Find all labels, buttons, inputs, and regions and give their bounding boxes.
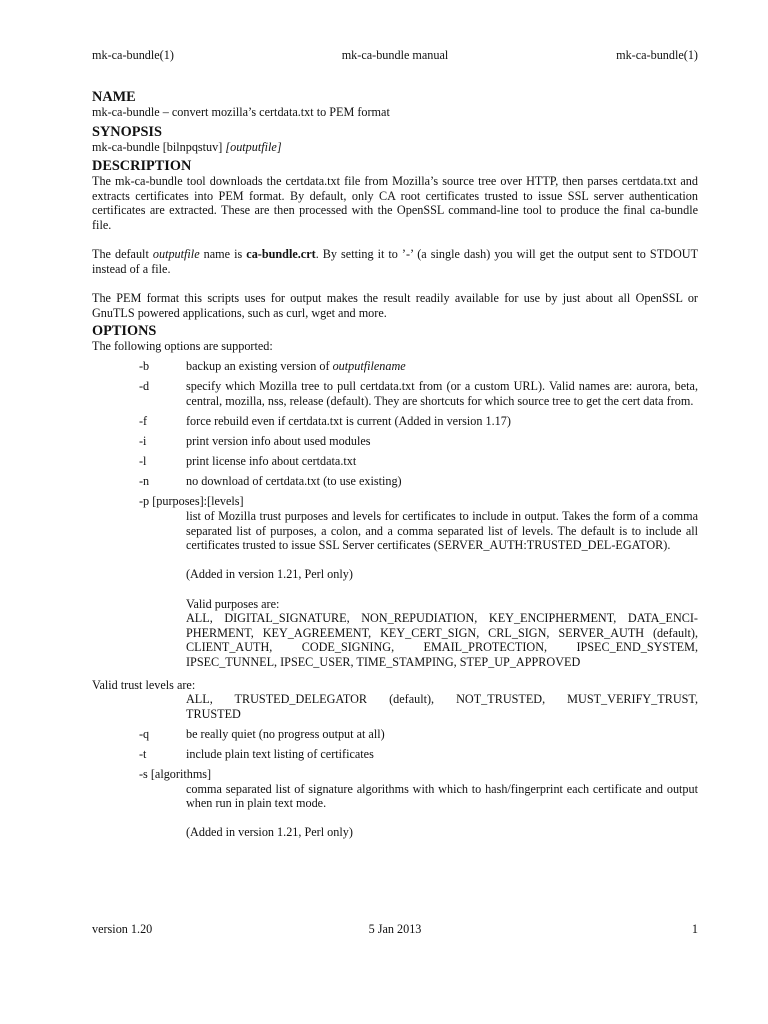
option-q [139, 727, 698, 742]
trust-levels-line-1: ALL, TRUSTED_DELEGATOR (default), NOT_TRUSTED, MUST_VERIFY_TRUST, [186, 692, 698, 707]
option-n [139, 474, 698, 489]
options-intro: The following options are supported: [92, 339, 273, 354]
footer-center: 5 Jan 2013 [368, 922, 422, 936]
description-para-2 [92, 247, 698, 276]
option-t [139, 747, 698, 762]
option-p-flag: -p [purposes]:[levels] [139, 494, 244, 509]
option-d-text: specify which Mozilla tree to pull certdata.txt from (or a custom URL). Valid names are: aurora, beta, central, mozilla, nss, release (default). They are shortcuts for which source tree to get the cert data from. [186, 379, 698, 408]
option-i [139, 434, 698, 449]
option-p-purposes-line-1: ALL, DIGITAL_SIGNATURE, NON_REPUDIATION, KEY_ENCIPHERMENT, DATA_ENCI- [186, 611, 698, 626]
name-text: mk-ca-bundle – convert mozilla’s certdata.txt to PEM format [92, 105, 390, 119]
footer-right: 1 [691, 922, 698, 936]
option-s-flag: -s [algorithms] [139, 766, 212, 781]
option-p-added: (Added in version 1.21, Perl only) [186, 567, 353, 582]
synopsis-text [92, 140, 698, 155]
option-l [139, 454, 698, 469]
option-n-text: no download of certdata.txt (to use existing) [186, 474, 402, 489]
description-para-3: The PEM format this scripts uses for output makes the result readily available for use by just about all OpenSSL or GnuTLS powered applications, such as curl, wget and more. [92, 290, 698, 320]
option-b-em: outputfilename [332, 359, 406, 374]
para2-text-c: . By setting it to ’-’ (a single dash) you will get the output sent to STDOUT instead of a file. [92, 247, 699, 276]
option-d [139, 379, 698, 408]
header-right: mk-ca-bundle(1) [616, 48, 698, 62]
option-p-desc: list of Mozilla trust purposes and levels for certificates to include in output. Takes the form of a comma separated list of purposes, a colon, and a comma separated list of levels. The default is to include all certificates trusted to issue SSL Server certificates (SERVER_AUTH:TRUSTED_DEL-EGATOR). [186, 508, 698, 553]
name-heading: NAME [92, 89, 136, 105]
option-t-text: include plain text listing of certificates [186, 746, 374, 761]
option-t-flag: -t [139, 746, 147, 761]
option-p-purposes-line-2: PHERMENT, KEY_AGREEMENT, KEY_CERT_SIGN, CRL_SIGN, SERVER_AUTH (default), [186, 625, 698, 640]
page-header [92, 48, 698, 64]
description-para-1: The mk-ca-bundle tool downloads the certdata.txt file from Mozilla’s source tree over HTTP, then parses certdata.txt and extracts certificates into PEM format. By default, only CA root certificates trusted to issue SSL server authentication certificates are extracted. These are then processed with the OpenSSL command-line tool to produce the final ca-bundle file. [92, 174, 698, 232]
synopsis-command: mk-ca-bundle [bilnpqstuv] [92, 139, 223, 154]
option-p-purposes-line-3: CLIENT_AUTH, CODE_SIGNING, EMAIL_PROTECTION, IPSEC_END_SYSTEM, [186, 640, 698, 655]
description-heading: DESCRIPTION [92, 158, 192, 175]
option-s-desc: comma separated list of signature algorithms with which to hash/fingerprint each certificate and output when run in plain text mode. [186, 781, 698, 811]
option-l-flag: -l [139, 454, 147, 469]
option-l-text: print license info about certdata.txt [186, 454, 357, 469]
option-p-purposes-line-4: IPSEC_TUNNEL, IPSEC_USER, TIME_STAMPING, STEP_UP_APPROVED [186, 654, 581, 669]
option-b-text: backup an existing version of [186, 359, 330, 374]
option-b [139, 359, 698, 374]
option-f-text: force rebuild even if certdata.txt is current (Added in version 1.17) [186, 414, 511, 428]
option-b-flag: -b [139, 359, 150, 374]
trust-levels-line-2: TRUSTED [186, 706, 241, 721]
page-body [92, 89, 698, 840]
option-i-flag: -i [139, 434, 147, 449]
synopsis-arg: [outputfile] [225, 139, 282, 154]
synopsis-heading: SYNOPSIS [92, 123, 162, 140]
option-q-text: be really quiet (no progress output at all) [186, 726, 385, 741]
para2-text-b: name is [203, 247, 243, 262]
option-q-flag: -q [139, 726, 150, 741]
option-i-text: print version info about used modules [186, 434, 371, 449]
header-center: mk-ca-bundle manual [341, 48, 449, 62]
header-left: mk-ca-bundle(1) [92, 48, 174, 62]
option-n-flag: -n [139, 474, 150, 489]
option-f [139, 414, 698, 429]
trust-levels-label: Valid trust levels are: [92, 677, 196, 692]
options-heading: OPTIONS [92, 323, 157, 340]
para2-filename: ca-bundle.crt [246, 247, 316, 262]
page-footer [92, 922, 698, 938]
para2-text-a: The default [92, 247, 149, 262]
para2-outputfile: outputfile [152, 247, 200, 262]
option-f-flag: -f [139, 414, 148, 428]
option-s-added: (Added in version 1.21, Perl only) [186, 825, 353, 840]
option-p-purposes-label: Valid purposes are: [186, 596, 280, 611]
option-d-flag: -d [139, 379, 150, 394]
footer-left: version 1.20 [92, 922, 153, 936]
